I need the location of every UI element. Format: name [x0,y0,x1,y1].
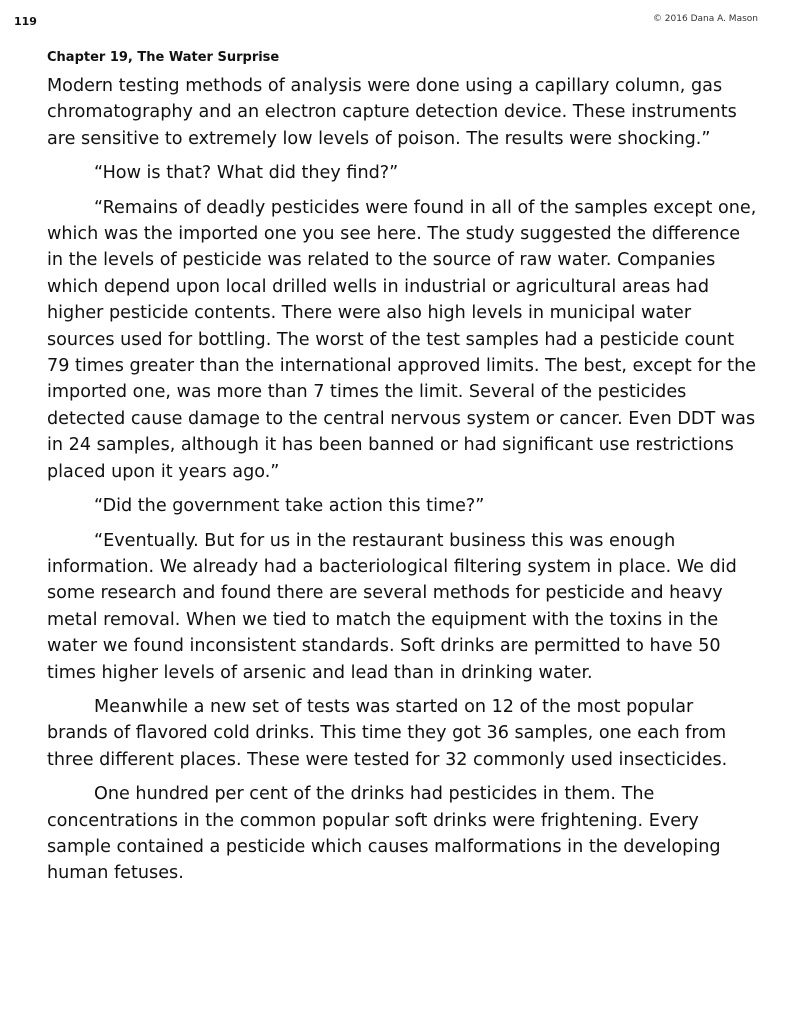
paragraph-7: One hundred per cent of the drinks had pesticides in them. The concentrations in the common popular soft drinks were frightening. Every sample contained a pesticide which causes malformations in the developing human fetuses. [47,784,721,884]
paragraph-3: “Remains of deadly pesticides were found in all of the samples except one, which was the imported one you see here. The study suggested the difference in the levels of pesticide was related to the source of raw water. Companies which depend upon local drilled wells in industrial or agricultural areas had higher pesticide contents. There were also high levels in municipal water sources used for bottling. The worst of the test samples had a pesticide count 79 times greater than the international approved limits. The best, except for the imported one, was more than 7 times the limit. Several of the pesticides detected cause damage to the central nervous system or cancer. Even DDT was in 24 samples, although it has been banned or had significant use restrictions placed upon it years ago.” [47,197,757,482]
copyright-notice: © 2016 Dana A. Mason [652,14,758,24]
paragraph-6: Meanwhile a new set of tests was started on 12 of the most popular brands of flavored cold drinks. This time they got 36 samples, one each from three different places. These were tested for 32 commonly used insecticides. [47,696,728,770]
page-number: 119 [14,15,37,28]
paragraph-4: “Did the government take action this time?” [94,496,485,517]
paragraph-2: “How is that? What did they find?” [94,163,399,184]
paragraph-1: Modern testing methods of analysis were done using a capillary column, gas chromatography and an electron capture detection device. These instruments are sensitive to extremely low levels of poison. The results were shocking.” [47,76,737,149]
chapter-title: Chapter 19, The Water Surprise [47,50,280,65]
body-text [47,73,759,895]
paragraph-5: “Eventually. But for us in the restaurant business this was enough information. We already had a bacteriological filtering system in place. We did some research and found there are several methods for pesticide and heavy metal removal. When we tied to match the equipment with the toxins in the water we found inconsistent standards. Soft drinks are permitted to have 50 times higher levels of arsenic and lead than in drinking water. [47,530,737,683]
